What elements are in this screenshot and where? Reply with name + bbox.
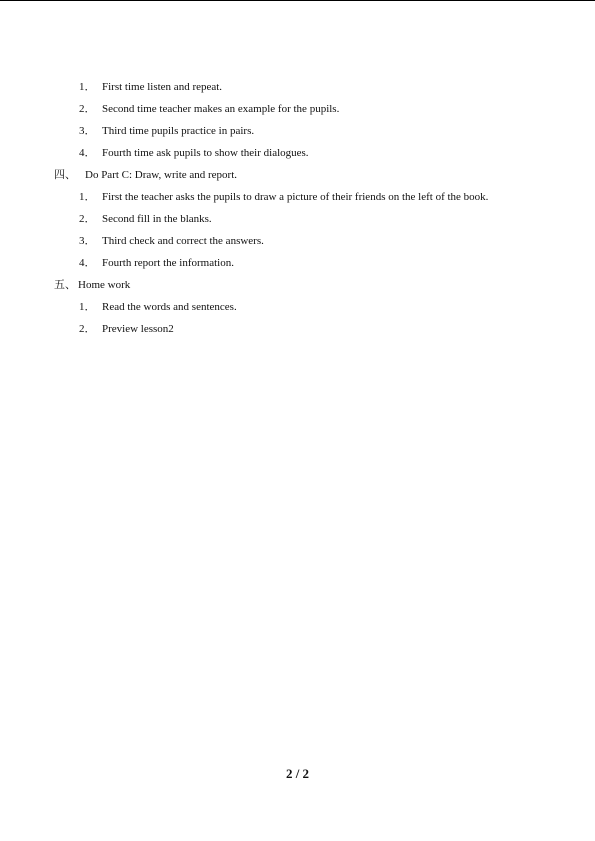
section-number: 四、 [54, 169, 76, 181]
list-item-number: 1． [79, 301, 96, 313]
list-item-number: 2． [79, 323, 96, 335]
list-item-number: 4． [79, 147, 96, 159]
list-item-text: First the teacher asks the pupils to draw a picture of their friends on the left of the book. [102, 191, 489, 203]
list-item-text: Second fill in the blanks. [102, 213, 212, 225]
list-item-number: 3． [79, 125, 96, 137]
list-item-text: First time listen and repeat. [102, 81, 223, 93]
list-item-number: 1． [79, 191, 96, 203]
page-number: 2 / 2 [285, 766, 310, 781]
list-item-text: Second time teacher makes an example for the pupils. [102, 103, 340, 115]
list-item-text: Fourth report the information. [102, 257, 234, 269]
list-item-number: 1． [79, 81, 96, 93]
list-item-text: Third check and correct the answers. [102, 235, 264, 247]
list-item-number: 3． [79, 235, 96, 247]
list-item-text: Fourth time ask pupils to show their dialogues. [102, 147, 309, 159]
top-border-line [0, 0, 595, 1]
list-item-number: 2． [79, 103, 96, 115]
list-item-text: Third time pupils practice in pairs. [102, 125, 255, 137]
section-number: 五、 [54, 279, 76, 291]
list-item-text: Read the words and sentences. [102, 301, 237, 313]
list-item-number: 2． [79, 213, 96, 225]
section-title: Do Part C: Draw, write and report. [85, 169, 238, 181]
list-item-text: Preview lesson2 [102, 323, 174, 335]
section-title: Home work [78, 279, 131, 291]
list-item-number: 4． [79, 257, 96, 269]
